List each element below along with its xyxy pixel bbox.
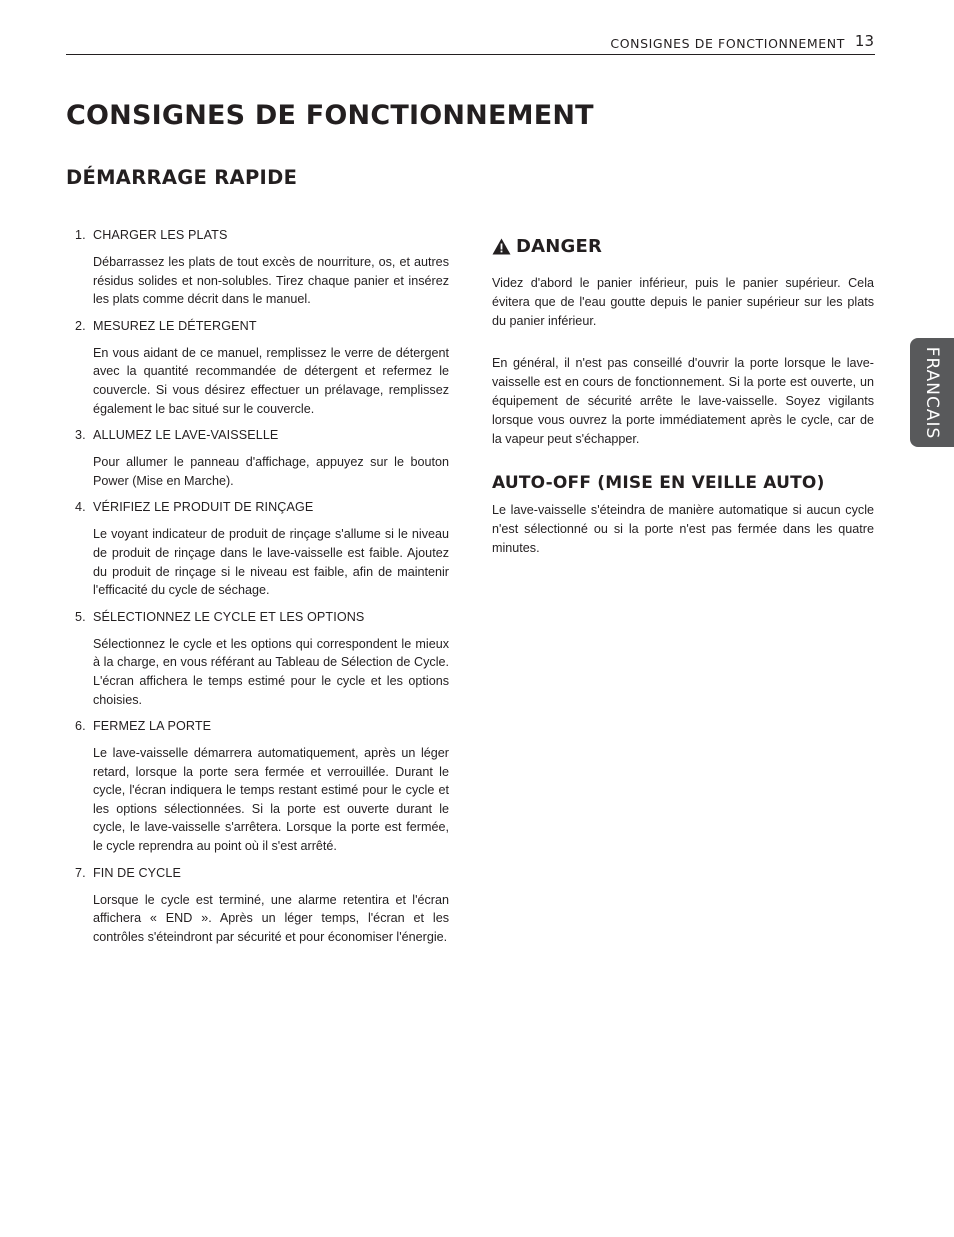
page-title: CONSIGNES DE FONCTIONNEMENT	[66, 100, 594, 131]
language-tab	[910, 338, 954, 447]
step-label: VÉRIFIEZ LE PRODUIT DE RINÇAGE	[93, 500, 314, 515]
page-number: 13	[854, 32, 874, 50]
step-description: Débarrassez les plats de tout excès de nourriture, os, et autres résidus solides et non-solubles. Tirez chaque panier et insérez les plats comme décrit dans le manuel.	[93, 255, 449, 307]
step-item	[66, 226, 449, 309]
step-description: Le voyant indicateur de produit de rinçage s'allume si le niveau de produit de rinçage dans le lave-vaisselle est faible. Ajoutez du produit de rinçage si le niveau est faible, afin de maintenir l'efficacité du cycle de séchage.	[93, 527, 449, 598]
notes-column	[492, 236, 874, 558]
steps-list	[66, 226, 449, 954]
step-item	[66, 717, 449, 856]
auto-off-paragraph: Le lave-vaisselle s'éteindra de manière automatique si aucun cycle n'est sélectionné ou si la porte n'est pas fermée dans les quatre minutes.	[492, 503, 874, 555]
step-heading	[66, 608, 449, 627]
danger-label: DANGER	[516, 236, 603, 257]
step-description: En vous aidant de ce manuel, remplissez le verre de détergent avec la quantité recommandée de détergent et refermez le couvercle. Si vous désirez effectuer un prélavage, remplissez également le bac situé sur le couvercle.	[93, 345, 449, 416]
step-number: 6.	[75, 719, 86, 734]
step-label: FIN DE CYCLE	[93, 865, 181, 880]
header-section-title: CONSIGNES DE FONCTIONNEMENT	[610, 36, 845, 51]
step-number: 7.	[75, 865, 86, 880]
step-label: SÉLECTIONNEZ LE CYCLE ET LES OPTIONS	[93, 609, 365, 624]
step-heading	[66, 864, 449, 883]
step-item	[66, 864, 449, 947]
step-item	[66, 317, 449, 418]
auto-off-heading: AUTO-OFF (MISE EN VEILLE AUTO)	[492, 473, 825, 494]
step-heading	[66, 498, 449, 517]
step-heading	[66, 317, 449, 336]
step-item	[66, 426, 449, 490]
step-number: 2.	[75, 318, 86, 333]
step-description: Le lave-vaisselle démarrera automatiquement, après un léger retard, lorsque la porte sera fermée et verrouillée. Durant le cycle, l'écran indiquera le temps restant estimé pour le cycle et les options sélectionnées. Si la porte est ouverte durant le cycle, le lave-vaisselle s'arrêtera. Lorsque la porte est fermée, le cycle reprendra au point où il s'est arrêté.	[93, 746, 449, 854]
step-heading	[66, 426, 449, 445]
danger-heading	[492, 236, 874, 257]
danger-paragraph: En général, il n'est pas conseillé d'ouvrir la porte lorsque le lave-vaisselle est en cours de fonctionnement. Si la porte est ouverte, un équipement de sécurité arrête le lave-vaisselle. Soyez vigilants lorsque vous ouvrez la porte immédiatement après le cycle, car de la vapeur peut s'échapper.	[492, 356, 874, 446]
step-item	[66, 498, 449, 599]
step-number: 4.	[75, 500, 86, 515]
section-title: DÉMARRAGE RAPIDE	[66, 166, 298, 189]
step-heading	[66, 717, 449, 736]
step-number: 3.	[75, 428, 86, 443]
step-label: MESUREZ LE DÉTERGENT	[93, 318, 257, 333]
step-description: Lorsque le cycle est terminé, une alarme retentira et l'écran affichera « END ». Après un léger temps, l'écran et les contrôles s'éteindront par sécurité et pour économiser l'énergie.	[93, 892, 449, 944]
step-number: 1.	[75, 228, 86, 242]
step-description: Pour allumer le panneau d'affichage, appuyez sur le bouton Power (Mise en Marche).	[93, 455, 449, 488]
danger-paragraph: Videz d'abord le panier inférieur, puis le panier supérieur. Cela évitera que de l'eau goutte depuis le panier supérieur sur les plats du panier inférieur.	[492, 276, 874, 328]
page-header	[66, 32, 875, 55]
warning-triangle-icon	[492, 238, 511, 255]
step-label: FERMEZ LA PORTE	[93, 719, 212, 734]
step-item	[66, 608, 449, 709]
step-heading	[66, 226, 449, 245]
step-number: 5.	[75, 609, 86, 624]
step-label: CHARGER LES PLATS	[93, 228, 228, 242]
language-tab-label: FRANCAIS	[922, 346, 942, 439]
step-label: ALLUMEZ LE LAVE-VAISSELLE	[93, 428, 279, 443]
step-description: Sélectionnez le cycle et les options qui correspondent le mieux à la charge, en vous référant au Tableau de Sélection de Cycle. L'écran affichera le temps estimé pour le cycle et les options choisies.	[93, 636, 449, 707]
